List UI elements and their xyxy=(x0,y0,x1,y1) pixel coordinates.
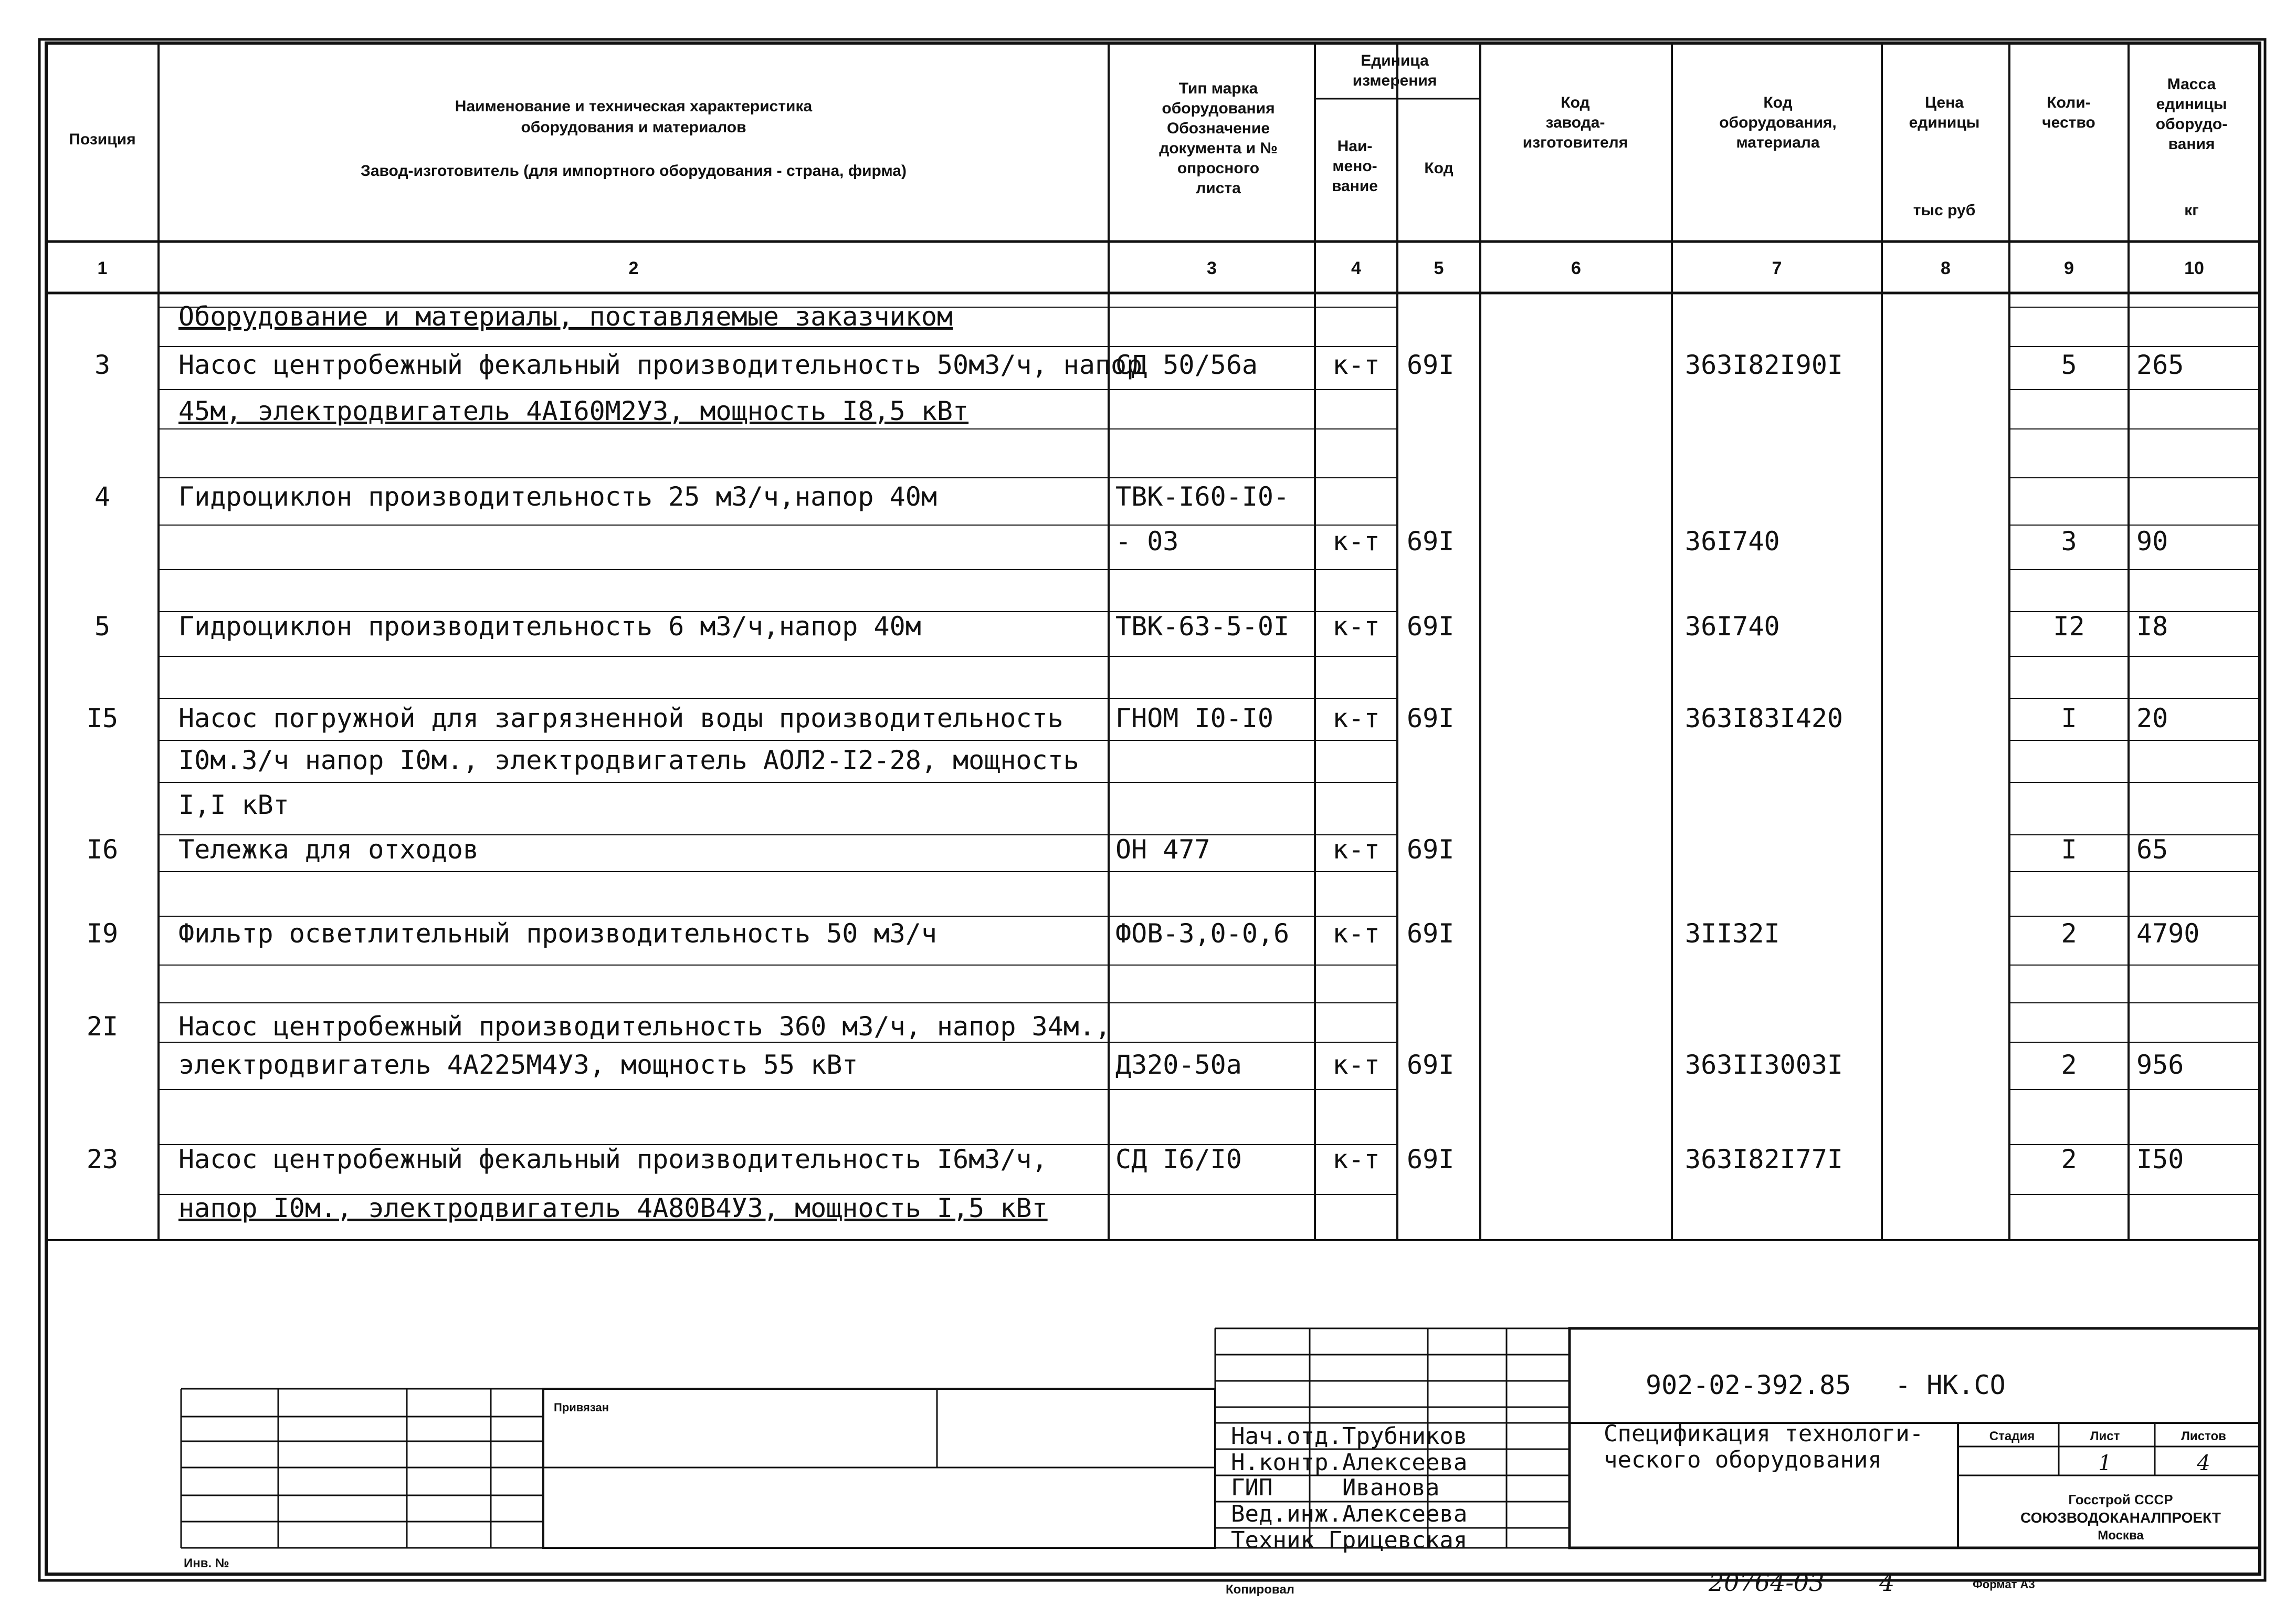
header-type-line5: опросного xyxy=(1177,160,1260,177)
header-type-line3: Обозначение xyxy=(1166,120,1270,137)
doc-designation: 902-02-392.85 xyxy=(1646,1370,1851,1400)
org-line1: Госстрой СССР xyxy=(2068,1492,2173,1507)
header-unit-name-line2: мено- xyxy=(1332,158,1377,175)
org-line3: Москва xyxy=(2098,1528,2144,1543)
cell-qty: I xyxy=(2061,834,2077,865)
cell-name: Насос центробежный фекальный производительность 50м3/ч, напор xyxy=(178,350,1143,380)
header-equip-code-line1: Код xyxy=(1763,94,1793,111)
sheets-label: Листов xyxy=(2181,1429,2226,1443)
column-numbers xyxy=(98,258,2204,278)
cell-name: Насос центробежный фекальный производительность I6м3/ч, xyxy=(178,1144,1048,1175)
cell-mass: 956 xyxy=(2136,1050,2184,1080)
cell-type: ТВК-63-5-0I xyxy=(1115,611,1290,642)
header-name-line2: оборудования и материалов xyxy=(521,119,746,136)
header-plant-code-line1: Код xyxy=(1561,94,1590,111)
cell-pos: 23 xyxy=(86,1144,119,1175)
cell-qty: 2 xyxy=(2061,1050,2077,1080)
archive-sheet: 4 xyxy=(1879,1568,1895,1597)
table-grid xyxy=(39,39,2265,1580)
cell-mass: I8 xyxy=(2136,611,2168,642)
cell-code: 69I xyxy=(1407,1144,1455,1175)
doc-title-line2: ческого оборудования xyxy=(1604,1447,1882,1473)
column-number: 7 xyxy=(1772,258,1782,278)
header-position: Позиция xyxy=(69,131,136,148)
cell-name: Насос погружной для загрязненной воды производительность xyxy=(178,703,1063,733)
header-type-line6: листа xyxy=(1196,180,1241,197)
cell-equip: 36I740 xyxy=(1685,611,1780,642)
header-name-line1: Наименование и техническая характеристика xyxy=(455,98,813,115)
cell-code: 69I xyxy=(1407,350,1455,380)
column-number: 2 xyxy=(628,258,639,278)
cell-unit: к-т xyxy=(1332,918,1380,949)
cell-name: Фильтр осветлительный производительность 50 м3/ч xyxy=(178,918,937,949)
cell-code: 69I xyxy=(1407,611,1455,642)
header-qty-line2: чество xyxy=(2042,114,2095,131)
cell-qty: 3 xyxy=(2061,526,2077,557)
cell-qty: 2 xyxy=(2061,1144,2077,1175)
cell-mass: 265 xyxy=(2136,350,2184,380)
cell-name: I,I кВт xyxy=(178,790,289,820)
column-number: 5 xyxy=(1434,258,1444,278)
header-price-unit: тыс руб xyxy=(1913,202,1976,219)
cell-name: Гидроциклон производительность 6 м3/ч,напор 40м xyxy=(178,611,921,642)
header-type-line1: Тип марка xyxy=(1178,80,1258,97)
header-equip-code-line3: материала xyxy=(1736,134,1820,151)
cell-type: ГНОМ I0-I0 xyxy=(1115,703,1274,733)
header-type-line2: оборудования xyxy=(1162,100,1275,117)
cell-qty: 5 xyxy=(2061,350,2077,380)
header-price-line1: Цена xyxy=(1925,94,1964,111)
sheets-total: 4 xyxy=(2197,1451,2210,1475)
cell-qty: I xyxy=(2061,703,2077,733)
sheet-number: 1 xyxy=(2098,1451,2112,1475)
column-number: 9 xyxy=(2064,258,2074,278)
cell-equip: 363I82I77I xyxy=(1685,1144,1844,1175)
column-number: 1 xyxy=(97,258,108,278)
cell-unit: к-т xyxy=(1332,350,1380,380)
cell-name: Тележка для отходов xyxy=(178,834,479,865)
cell-name: напор I0м., электродвигатель 4А80В4У3, мощность I,5 кВт xyxy=(178,1193,1048,1223)
signer-5: Техник Грицевская xyxy=(1231,1527,1468,1554)
signer-1: Нач.отд.Трубников xyxy=(1231,1423,1468,1450)
outer-frame xyxy=(39,39,2265,1580)
cell-code: 69I xyxy=(1407,1050,1455,1080)
copied-label: Копировал xyxy=(1226,1582,1294,1597)
cell-equip: 363II3003I xyxy=(1685,1050,1844,1080)
cell-unit: к-т xyxy=(1332,703,1380,733)
header-unit-name-line1: Наи- xyxy=(1337,138,1373,155)
cell-type: ТВК-I60-I0- xyxy=(1115,481,1290,512)
org-line2: СОЮЗВОДОКАНАЛПРОЕКТ xyxy=(2020,1510,2221,1526)
cell-name: 45м, электродвигатель 4АI60М2У3, мощность I8,5 кВт xyxy=(178,396,969,426)
archive-number: 20764-03 xyxy=(1709,1568,1825,1597)
cell-pos: I6 xyxy=(86,834,119,865)
inventory-label: Инв. № xyxy=(184,1556,229,1570)
linked-label: Привязан xyxy=(554,1401,609,1414)
doc-designation-suffix: - НК.СО xyxy=(1895,1370,2006,1400)
cell-code: 69I xyxy=(1407,918,1455,949)
cell-pos: I5 xyxy=(86,703,119,733)
header-plant-code-line3: изготовителя xyxy=(1522,134,1628,151)
header-price-line2: единицы xyxy=(1909,114,1980,131)
signer-4: Вед.инж.Алексеева xyxy=(1231,1501,1468,1527)
cell-mass: 65 xyxy=(2136,834,2168,865)
cell-equip: 363I83I420 xyxy=(1685,703,1844,733)
column-number: 4 xyxy=(1351,258,1361,278)
cell-type: ФОВ-3,0-0,6 xyxy=(1115,918,1290,949)
cell-pos: 5 xyxy=(94,611,111,642)
cell-unit: к-т xyxy=(1332,611,1380,642)
header-unit-group-line2: измерения xyxy=(1352,72,1437,89)
format-label: Формат А3 xyxy=(1973,1578,2035,1591)
header-unit-name-line3: вание xyxy=(1332,177,1378,195)
cell-equip: 36I740 xyxy=(1685,526,1780,557)
sheet-label: Лист xyxy=(2090,1429,2120,1443)
header-qty-line1: Коли- xyxy=(2047,94,2091,111)
cell-pos: 2I xyxy=(86,1011,119,1042)
header-mass-unit: кг xyxy=(2184,202,2199,219)
header-plant-code-line2: завода- xyxy=(1545,114,1605,131)
cell-type: ОН 477 xyxy=(1115,834,1210,865)
column-number: 8 xyxy=(1941,258,1951,278)
column-number: 3 xyxy=(1207,258,1217,278)
cell-type: - 03 xyxy=(1115,526,1179,557)
header-mass-line2: единицы xyxy=(2156,96,2227,113)
cell-mass: I50 xyxy=(2136,1144,2184,1175)
cell-name: Оборудование и материалы, поставляемые заказчиком xyxy=(178,301,953,332)
doc-title-line1: Спецификация технологи- xyxy=(1604,1420,1924,1447)
cell-type: Д320-50а xyxy=(1115,1050,1242,1080)
cell-code: 69I xyxy=(1407,526,1455,557)
signer-2: Н.контр.Алексеева xyxy=(1231,1449,1468,1476)
cell-pos: I9 xyxy=(86,918,119,949)
header-mass-line1: Масса xyxy=(2167,76,2216,93)
cell-qty: 2 xyxy=(2061,918,2077,949)
header-unit-code: Код xyxy=(1424,160,1454,177)
table-header xyxy=(69,52,2227,219)
cell-mass: 4790 xyxy=(2136,918,2200,949)
cell-pos: 3 xyxy=(94,350,111,380)
column-number: 6 xyxy=(1571,258,1581,278)
stage-label: Стадия xyxy=(1989,1429,2035,1443)
header-name-line3: Завод-изготовитель (для импортного оборудования - страна, фирма) xyxy=(361,162,907,180)
cell-equip: 3II32I xyxy=(1685,918,1780,949)
cell-code: 69I xyxy=(1407,703,1455,733)
cell-mass: 90 xyxy=(2136,526,2168,557)
cell-unit: к-т xyxy=(1332,1144,1380,1175)
header-type-line4: документа и № xyxy=(1159,140,1278,157)
header-mass-line4: вания xyxy=(2168,135,2215,153)
cell-name: Насос центробежный производительность 360 м3/ч, напор 34м., xyxy=(178,1011,1111,1042)
cell-mass: 20 xyxy=(2136,703,2168,733)
cell-type: СД 50/56а xyxy=(1115,350,1258,380)
header-equip-code-line2: оборудования, xyxy=(1719,114,1837,131)
cell-name: Гидроциклон производительность 25 м3/ч,напор 40м xyxy=(178,481,937,512)
inner-frame xyxy=(46,43,2260,1574)
cell-code: 69I xyxy=(1407,834,1455,865)
cell-unit: к-т xyxy=(1332,1050,1380,1080)
cell-unit: к-т xyxy=(1332,526,1380,557)
header-mass-line3: оборудо- xyxy=(2155,116,2228,133)
cell-name: I0м.3/ч напор I0м., электродвигатель АОЛ2-I2-28, мощность xyxy=(178,745,1079,775)
cell-equip: 363I82I90I xyxy=(1685,350,1844,380)
signer-3: ГИП Иванова xyxy=(1231,1474,1440,1501)
header-unit-group-line1: Единица xyxy=(1361,52,1429,69)
cell-type: СД I6/I0 xyxy=(1115,1144,1242,1175)
cell-name: электродвигатель 4А225М4У3, мощность 55 кВт xyxy=(178,1050,858,1080)
cell-unit: к-т xyxy=(1332,834,1380,865)
column-number: 10 xyxy=(2184,258,2204,278)
cell-pos: 4 xyxy=(94,481,111,512)
cell-qty: I2 xyxy=(2053,611,2085,642)
